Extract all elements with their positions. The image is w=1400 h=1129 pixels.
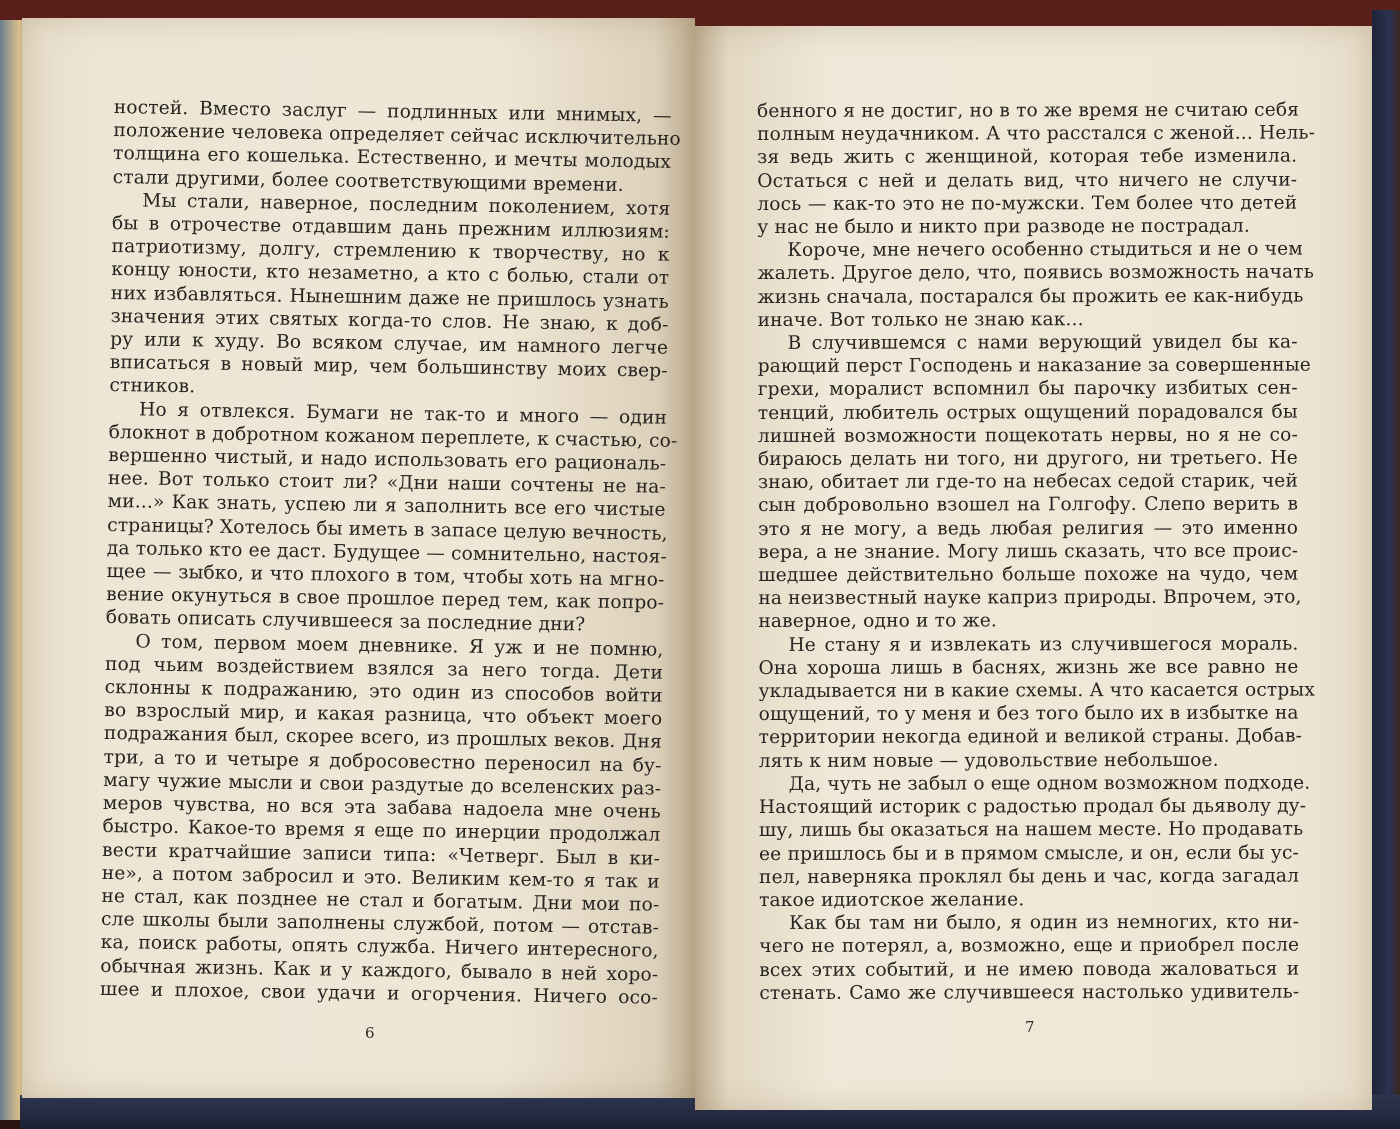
text-line: ми...» Как знать, успею ли я заполнить все его чистые [107, 491, 666, 522]
text-line: бовать описать случившееся за последние дни? [105, 607, 586, 636]
text-line: жизнь сначала, постарался бы прожить ее как-нибудь [757, 285, 1304, 308]
text-line: Как бы там ни было, я один из немногих, кто ни- [789, 911, 1300, 935]
right-page-text [757, 99, 1316, 1005]
text-line: патриотизму, долгу, стремлению к творчеству, но к [111, 236, 670, 266]
text-line: магу чужие мысли и свои раздутые до вселенских раз- [103, 769, 662, 800]
text-line: шу, лишь бы оказаться на нашем месте. Но продавать [758, 818, 1304, 842]
text-line: подражания был, скорее всего, из прошлых веков. Дня [103, 723, 663, 754]
text-line: меров чувства, но вся эта забава надоела мне очень [102, 793, 661, 823]
text-line: тенций, любитель острых ощущений порадовался бы [757, 401, 1298, 424]
text-line: лять к ним новые — удовольствие небольшое. [758, 749, 1219, 772]
text-line: бенного я не достиг, но в то же время не считаю себя [757, 99, 1300, 122]
text-line: щее — зыбко, и что плохого в том, чтобы хоть на мгно- [106, 561, 665, 591]
text-line: Настоящий историк с радостью продал бы дьяволу ду- [758, 795, 1307, 819]
text-line: страницы? Хотелось бы иметь в запасе целую вечность, [107, 514, 668, 545]
text-line: ностей. Вместо заслуг — подлинных или мнимых, — [113, 96, 672, 127]
text-line: быстро. Какое-то время я еще по инерции продолжал [102, 816, 661, 846]
text-line: наверное, одно и то же. [758, 610, 997, 633]
left-page-text [99, 96, 681, 1010]
text-line: обычная жизнь. Как и у каждого, бывало в ней хоро- [100, 955, 659, 986]
text-line: территории некогда единой и великой страны. Добав- [758, 726, 1303, 749]
left-page [22, 18, 695, 1098]
text-line: не», а потом забросил и это. Великим кем-то я так и [101, 862, 660, 893]
text-line: стали другими, более соответствующими времени. [112, 166, 624, 196]
text-line: лось — как-то это не по-мужски. Тем более что детей [757, 192, 1298, 215]
text-line: вера, а не знание. Могу лишь сказать, что все проис- [758, 540, 1299, 563]
text-line: них избавляться. Нынешним даже не пришлось узнать [110, 282, 669, 313]
text-line: всех этих событий, и не имею повода жаловаться и [759, 958, 1300, 981]
text-line: рающий перст Господень и наказание за совершенные [757, 354, 1311, 378]
text-line: ка, поиск работы, опять служба. Ничего интересного, [100, 932, 659, 962]
text-line: шее и плохое, свои удачи и огорчения. Ничего осо- [99, 978, 659, 1009]
text-line: сле школы были заполнены службой, потом — отстав- [100, 909, 660, 939]
text-line: шедшее действительно больше похоже на чудо, чем [758, 563, 1299, 587]
text-line: О том, первом моем дневнике. Я уж и не помню, [135, 631, 664, 661]
text-line: вписаться в новый мир, чем большинству моих свер- [109, 352, 668, 382]
text-line: на неизвестный науке каприз природы. Впрочем, это, [758, 586, 1302, 610]
text-line: не стал, как позднее не стал и богатым. Дни мои по- [101, 885, 660, 916]
text-line: Не стану я и извлекать из случившегося мораль. [788, 633, 1299, 656]
text-line: сын добровольно взошел на Голгофу. Слепо верить в [758, 494, 1299, 517]
text-line: бираюсь делать ни того, ни другого, ни третьего. Не [757, 447, 1298, 471]
text-line: вение окунуться в свое прошлое перед тем, как попро- [106, 584, 665, 614]
text-line: пел, наверняка проклял бы день и час, когда загадал [759, 865, 1300, 888]
text-line: блокнот в добротном кожаном переплете, к счастью, со- [108, 421, 678, 452]
text-line: положение человека определяет сейчас исключительно [113, 120, 681, 151]
text-line: концу юности, кто незаметно, а кто с болью, стали от [111, 259, 670, 290]
text-line: у нас не было и никто при разводе не пострадал. [757, 215, 1250, 239]
text-line: укладывается ни в какие схемы. А что касается острых [758, 679, 1315, 703]
text-line: иначе. Вот только не знаю как... [757, 308, 1084, 331]
text-line: Короче, мне нечего особенно стыдиться и не о чем [787, 238, 1303, 262]
text-line: зя ведь жить с женщиной, которая тебе изменила. [757, 145, 1298, 169]
text-line: жалеть. Другое дело, что, появись возможность начать [757, 261, 1314, 285]
text-line: такое идиотское желание. [759, 889, 1025, 911]
left-page-number: 6 [365, 1024, 375, 1042]
text-line: ее пришлось бы и в прямом смысле, и он, если бы ус- [758, 842, 1299, 865]
text-line: В случившемся с нами верующий увидел бы ка- [787, 331, 1298, 354]
text-line: под чьим воздействием взялся за него тогда. Дети [104, 653, 664, 684]
text-line: Да, чуть не забыл о еще одном возможном подходе. [788, 772, 1311, 795]
text-line: бы в отрочестве отдавшим дань прежним иллюзиям: [111, 213, 671, 243]
right-page-number: 7 [1025, 1018, 1035, 1036]
text-line: Она хороша лишь в баснях, жизнь же все равно не [758, 656, 1299, 679]
text-line: склонны к подражанию, это один из способов войти [104, 677, 663, 707]
text-line: Но я отвлекся. Бумаги не так-то и много — один [138, 399, 668, 429]
text-line: знаю, обитает ли где-то на небесах седой старик, чей [757, 470, 1299, 494]
text-line: три, а то и четыре я добросовестно переносил на бу- [103, 746, 662, 777]
text-line: лишней возможности пощекотать нервы, но я не со- [757, 424, 1298, 447]
right-page [695, 26, 1372, 1110]
text-line: ощущений, то у меня и без того было их в избытке на [758, 702, 1299, 726]
text-line: нее. Вот только стоит ли? «Дни наши сочтены не на- [107, 468, 667, 498]
text-line: это я не могу, а ведь любая религия — это именно [758, 517, 1299, 540]
book-cover-right-edge [1372, 10, 1400, 1120]
text-line: толщина его кошелька. Естественно, и мечты молодых [112, 143, 672, 174]
text-line: грехи, моралист вспомнил бы парочку избитых сен- [757, 378, 1298, 401]
text-line: полным неудачником. А что расстался с женой... Нель- [757, 122, 1316, 146]
text-line: Мы стали, наверное, последним поколением, хотя [142, 190, 671, 220]
text-line: во взрослый мир, и какая разница, что объект моего [104, 700, 663, 730]
text-line: ру или к худу. Во всяком случае, им намного легче [110, 329, 669, 359]
text-line: Остаться с ней и делать вид, что ничего не случи- [757, 169, 1298, 192]
text-line: чего не потерял, а, возможно, еще и приобрел после [759, 934, 1300, 958]
text-line: значения этих святых когда-то слов. Не знаю, к доб- [110, 305, 669, 336]
text-line: да только кто ее даст. Будущее — сомнительно, настоя- [106, 537, 668, 568]
text-line: вести кратчайшие записи типа: «Четверг. Был в ки- [101, 839, 661, 870]
text-line: вершенно чистый, и надо использовать его рациональ- [108, 445, 667, 475]
text-line: стенать. Само же случившееся настолько удивитель- [759, 981, 1300, 1004]
text-line: стников. [109, 375, 196, 398]
